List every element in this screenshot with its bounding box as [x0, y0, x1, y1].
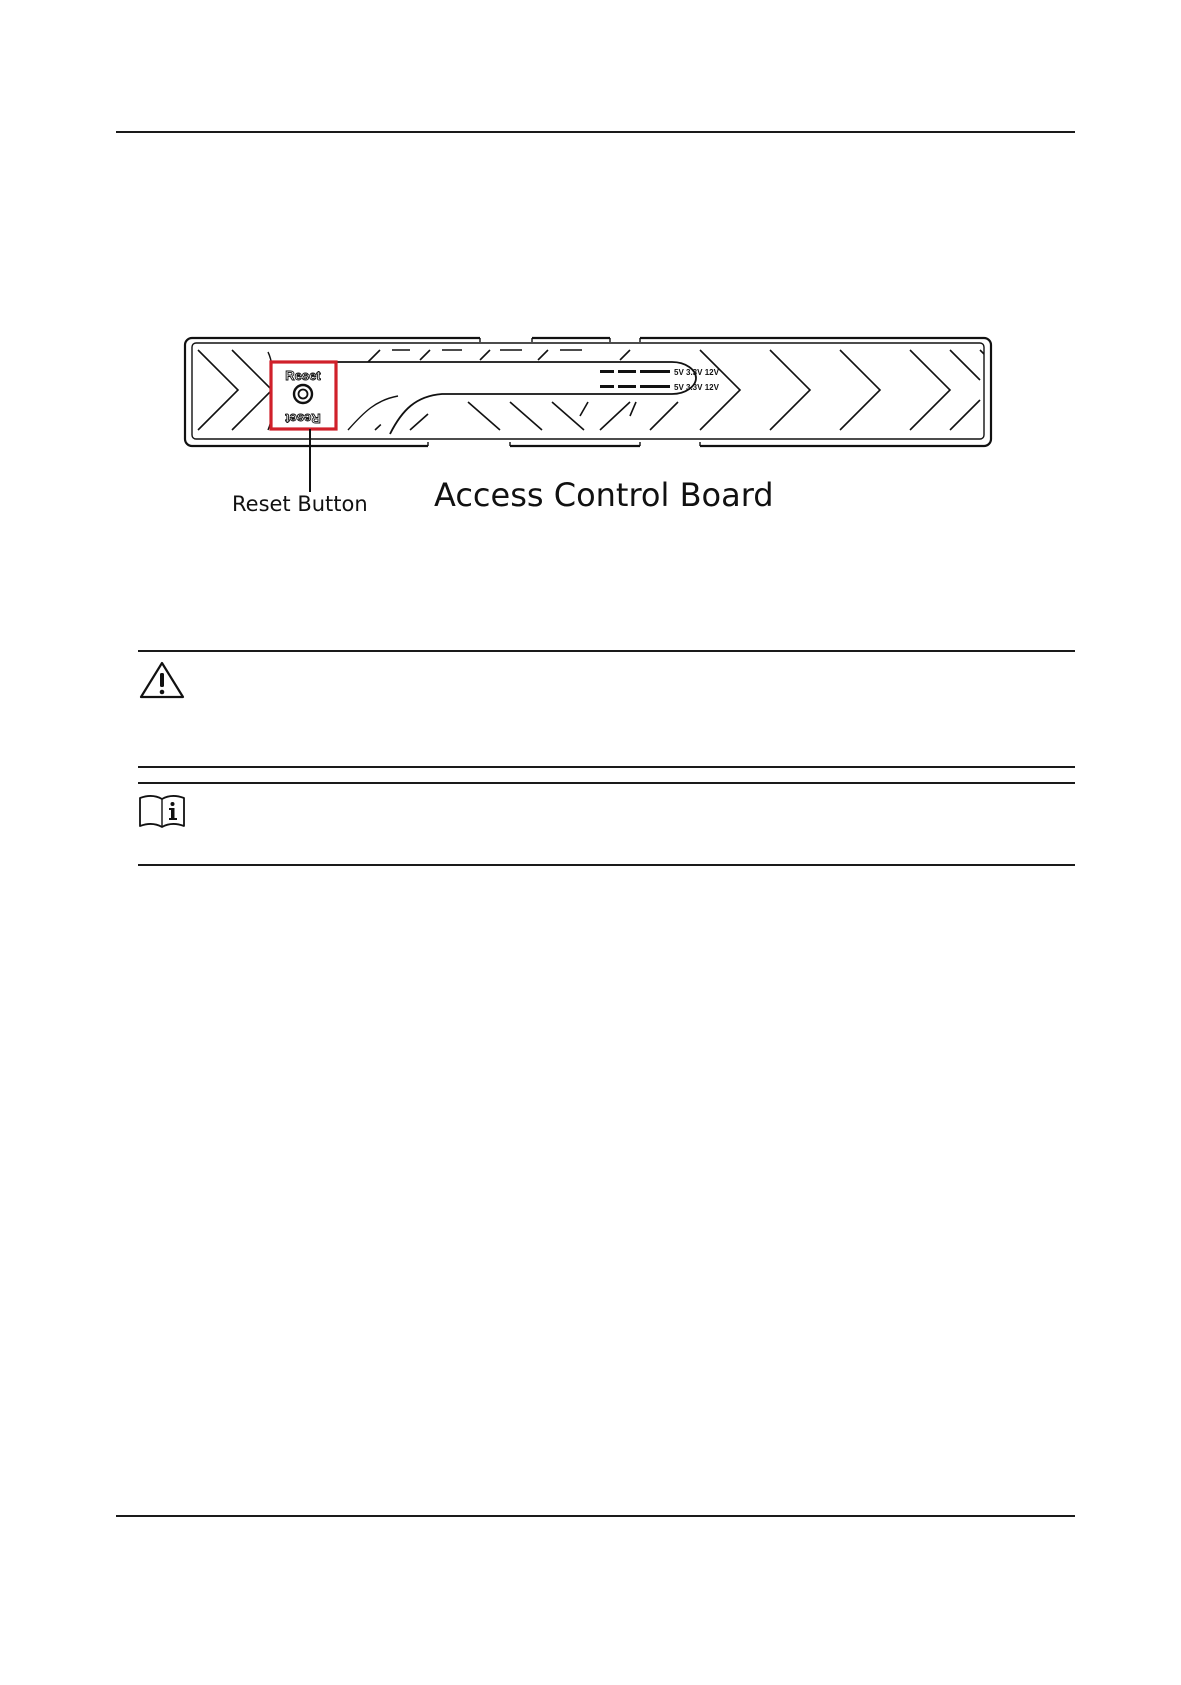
book-info-icon: [138, 792, 186, 837]
caution-callout: [138, 650, 1075, 768]
reset-silkscreen-top: Reset: [285, 368, 321, 383]
board-label-band: [320, 362, 696, 434]
figure-title: Access Control Board: [434, 476, 774, 514]
reset-silkscreen-bottom: Reset: [285, 411, 321, 426]
warning-triangle-icon: [138, 660, 186, 705]
note-callout: [138, 782, 1075, 866]
voltage-label-row-2: 5V 3.3V 12V: [674, 383, 719, 392]
footer-rule: [116, 1515, 1075, 1517]
header-rule: [116, 131, 1075, 133]
voltage-label-row-1: 5V 3.3V 12V: [674, 368, 719, 377]
reset-button-label: Reset Button: [232, 492, 368, 516]
